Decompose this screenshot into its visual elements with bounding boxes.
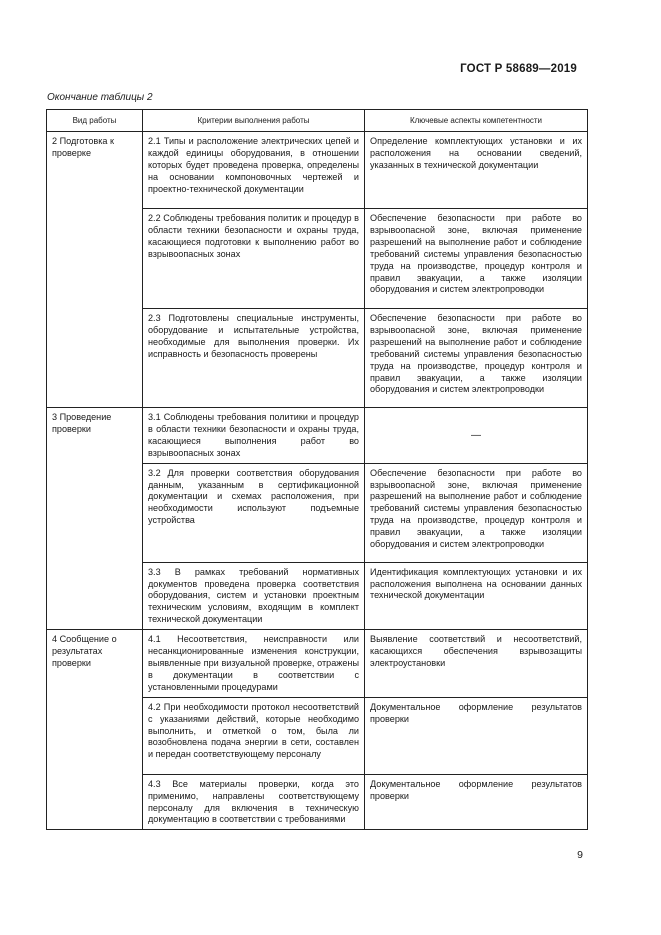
aspects-cell: Документальное оформление результатов проверки [365, 697, 588, 774]
column-header-work-type: Вид работы [47, 110, 143, 132]
aspects-cell: Обеспечение безопасности при работе во взрывоопасной зоне, включая применение разрешений на выполнение работ и соблюдение требований системы управления безопасностью труда на производстве, процедур контроля и правил эвакуации, а также изоляции оборудования и систем электропроводки [365, 309, 588, 408]
work-type-cell: 4 Сообщение о результатах проверки [47, 630, 143, 830]
table-row [47, 132, 588, 209]
aspects-cell: Обеспечение безопасности при работе во взрывоопасной зоне, включая применение разрешений на выполнение работ и соблюдение требований системы управления безопасностью труда на производстве, процедур контроля и правил эвакуации, а также изоляции оборудования и систем электропроводки [365, 209, 588, 309]
criteria-cell: 2.3 Подготовлены специальные инструменты, оборудование и испытательные устройства, необходимые для выполнения проверки. Их исправность и безопасность проверены [143, 309, 365, 408]
aspects-cell: Идентификация комплектующих установки и их расположения выполнена на основании данных технической документации [365, 562, 588, 630]
document-code: ГОСТ Р 58689—2019 [460, 63, 577, 75]
table-row [47, 630, 588, 698]
column-header-aspects: Ключевые аспекты компетентности [365, 110, 588, 132]
criteria-cell: 2.2 Соблюдены требования политик и процедур в области техники безопасности и охраны труда, касающиеся подготовки к выполнению работ во взрывоопасных зонах [143, 209, 365, 309]
criteria-cell: 4.3 Все материалы проверки, когда это применимо, направлены соответствующему персоналу для включения в техническую документацию в соответствии с требованиями [143, 774, 365, 830]
aspects-cell: Определение комплектующих установки и их расположения на основании сведений, указанных в технической документации [365, 132, 588, 209]
criteria-cell: 4.2 При необходимости протокол несоответствий с указаниями действий, которые необходимо выполнить, и отметкой о том, была ли возобновлена подача энергии в сети, составлен и передан соответствующему персоналу [143, 697, 365, 774]
column-header-criteria: Критерии выполнения работы [143, 110, 365, 132]
criteria-cell: 3.1 Соблюдены требования политики и процедур в области техники безопасности и охраны труда, касающиеся выполнения работ во взрывоопасных зонах [143, 408, 365, 464]
criteria-cell: 3.2 Для проверки соответствия оборудования данным, указанным в сертификационной документации и схемах расположения, при необходимости используют подъемные устройства [143, 463, 365, 562]
competence-table [46, 109, 588, 830]
table-row [47, 408, 588, 464]
aspects-cell: Обеспечение безопасности при работе во взрывоопасной зоне, включая применение разрешений на выполнение работ и соблюдение требований системы управления безопасностью труда на производстве, процедур контроля и правил эвакуации, а также изоляции оборудования и систем электропроводки [365, 463, 588, 562]
table-caption: Окончание таблицы 2 [47, 92, 153, 103]
page-number: 9 [577, 849, 583, 861]
aspects-cell: Выявление соответствий и несоответствий, касающихся обеспечения взрывозащиты электроустановки [365, 630, 588, 698]
table-header-row [47, 110, 588, 132]
work-type-cell: 2 Подготовка к проверке [47, 132, 143, 408]
criteria-cell: 2.1 Типы и расположение электрических цепей и каждой единицы оборудования, в отношении которых будет проведена проверка, определены на основании компоновочных чертежей и проектно-технической документации [143, 132, 365, 209]
work-type-cell: 3 Проведение проверки [47, 408, 143, 630]
criteria-cell: 3.3 В рамках требований нормативных документов проведена проверка соответствия оборудования, систем и установки проектным техническим условиям, входящим в комплект технической документации [143, 562, 365, 630]
criteria-cell: 4.1 Несоответствия, неисправности или несанкционированные изменения конструкции, выявленные при визуальной проверке, отражены в документации в соответствии с установленными процедурами [143, 630, 365, 698]
aspects-cell: — [365, 408, 588, 464]
aspects-cell: Документальное оформление результатов проверки [365, 774, 588, 830]
